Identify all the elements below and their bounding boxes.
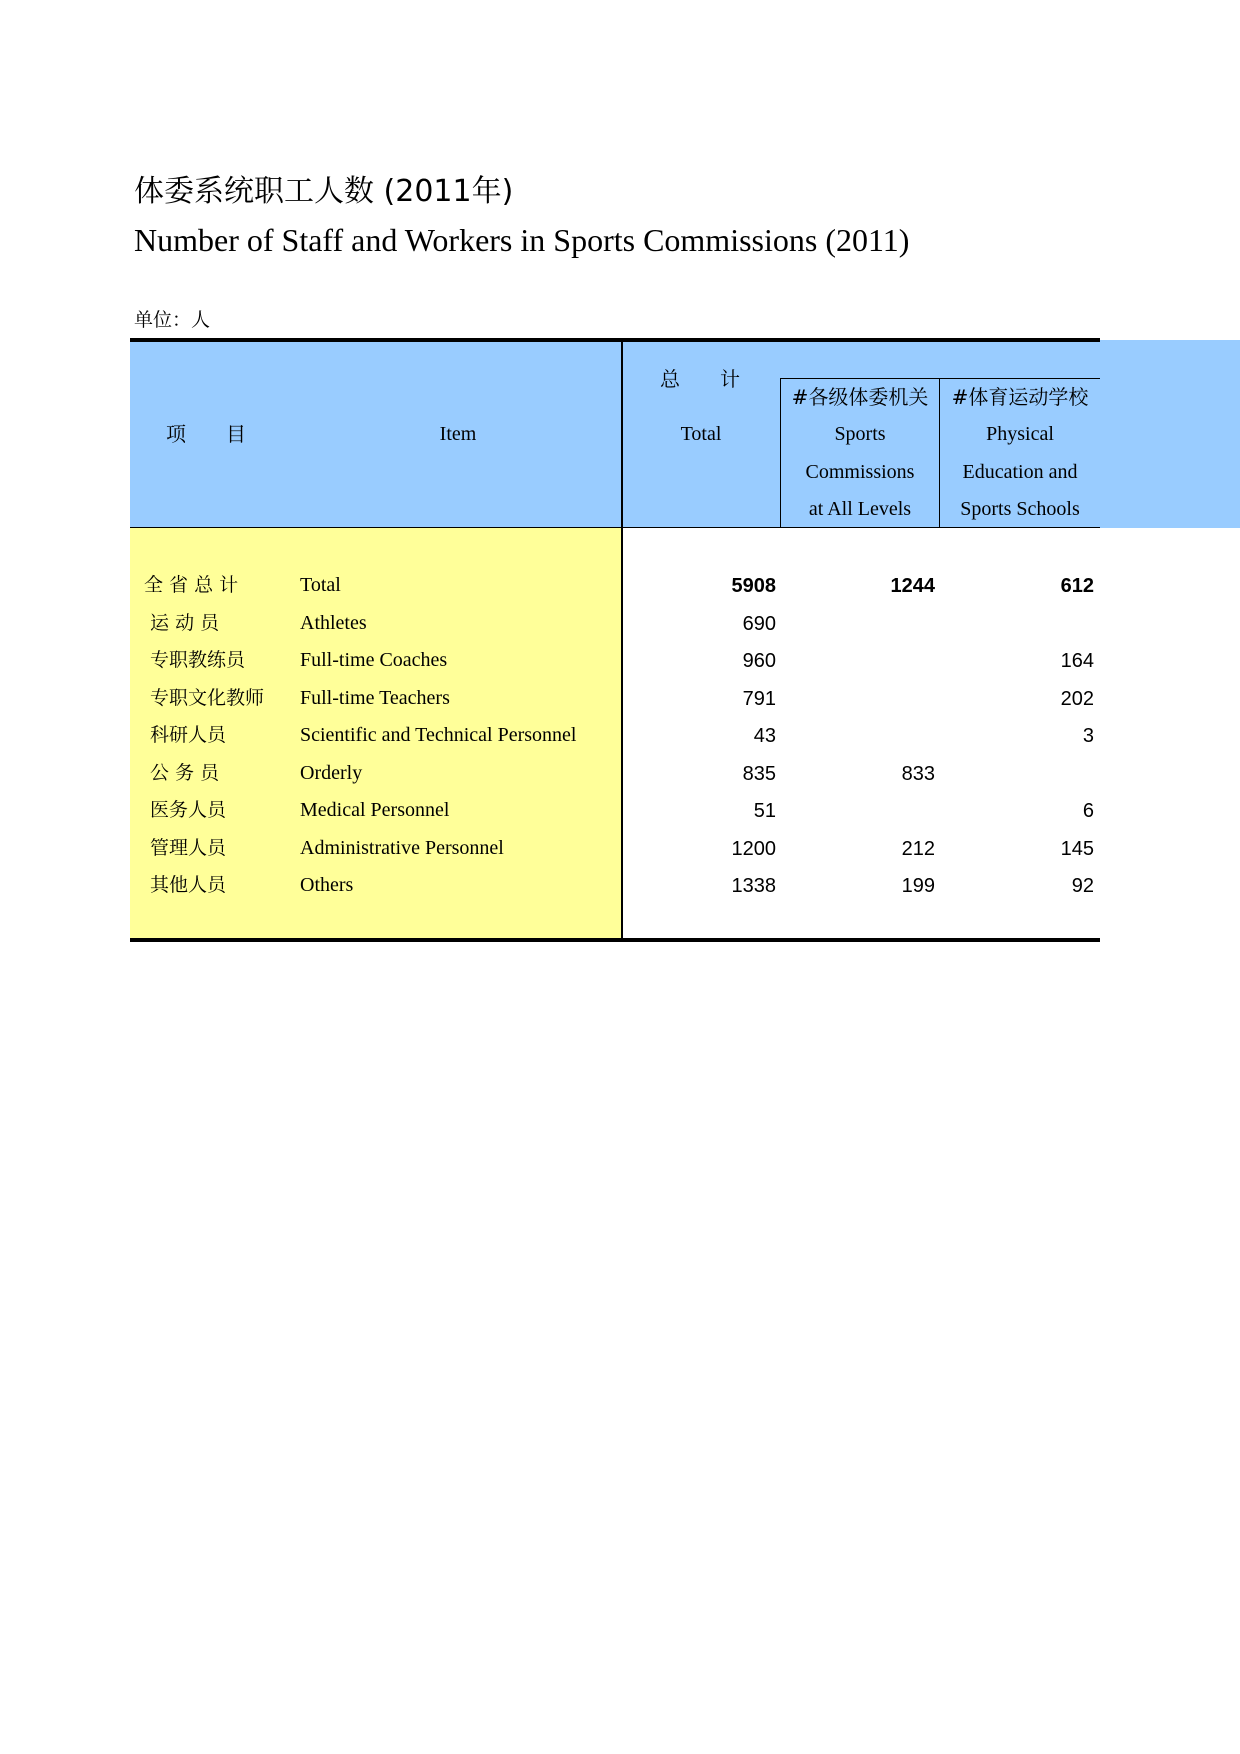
unit-label: 单位：人 bbox=[134, 309, 211, 331]
cell-commissions: 212 bbox=[901, 838, 935, 860]
cell-total: 791 bbox=[742, 688, 776, 710]
cell-commissions: 833 bbox=[901, 763, 935, 785]
header-commissions-en-1: Sports bbox=[834, 423, 886, 445]
cell-schools: 6 bbox=[1082, 800, 1094, 822]
cell-total: 835 bbox=[742, 763, 776, 785]
row-label-cn: 科研人员 bbox=[144, 724, 227, 746]
row-label-cn: 公 务 员 bbox=[144, 762, 220, 784]
subheader-rule bbox=[780, 378, 1100, 379]
header-schools-en-2: Education and bbox=[962, 461, 1078, 483]
header-total-en: Total bbox=[680, 423, 722, 445]
row-label-en: Others bbox=[300, 874, 354, 896]
row-label-en: Full-time Coaches bbox=[300, 649, 448, 671]
table-row bbox=[130, 604, 1100, 641]
cell-schools: 3 bbox=[1082, 725, 1094, 747]
table-bottom-rule bbox=[130, 938, 1100, 942]
cell-total: 43 bbox=[753, 725, 776, 747]
title-chinese: 体委系统职工人数 (2011年) bbox=[134, 174, 514, 209]
header-schools-en-1: Physical bbox=[986, 423, 1054, 445]
header-total-cn: 总 计 bbox=[660, 367, 740, 391]
header-bottom-rule bbox=[130, 527, 1100, 528]
row-label-en: Total bbox=[300, 574, 341, 596]
table-row bbox=[130, 754, 1100, 791]
cell-total: 5908 bbox=[731, 575, 776, 597]
table-row-total bbox=[130, 566, 1100, 603]
table-row bbox=[130, 866, 1100, 903]
row-label-cn: 管理人员 bbox=[144, 837, 227, 859]
table-row bbox=[130, 641, 1100, 678]
cell-schools: 145 bbox=[1060, 838, 1094, 860]
table-row bbox=[130, 679, 1100, 716]
header-commissions-cn: #各级体委机关 bbox=[791, 385, 929, 409]
cell-total: 960 bbox=[742, 650, 776, 672]
table-row bbox=[130, 716, 1100, 753]
row-label-cn: 专职文化教师 bbox=[144, 687, 265, 709]
cell-schools: 92 bbox=[1071, 875, 1094, 897]
table-row bbox=[130, 829, 1100, 866]
cell-schools: 612 bbox=[1060, 575, 1094, 597]
title-english: Number of Staff and Workers in Sports Commissions (2011) bbox=[134, 222, 910, 258]
header-commissions-en-3: at All Levels bbox=[808, 498, 912, 520]
cell-total: 1338 bbox=[731, 875, 776, 897]
row-label-en: Medical Personnel bbox=[300, 799, 450, 821]
table-row bbox=[130, 791, 1100, 828]
cell-total: 51 bbox=[753, 800, 776, 822]
header-schools-cn: #体育运动学校 bbox=[951, 385, 1089, 409]
row-label-cn: 全 省 总 计 bbox=[144, 574, 239, 596]
header-item-cn: 项 目 bbox=[166, 422, 246, 446]
cell-schools: 164 bbox=[1060, 650, 1094, 672]
header-schools-en-3: Sports Schools bbox=[960, 498, 1080, 520]
cell-total: 1200 bbox=[731, 838, 776, 860]
row-label-en: Orderly bbox=[300, 762, 363, 784]
row-label-cn: 其他人员 bbox=[144, 874, 227, 896]
row-label-en: Athletes bbox=[300, 612, 367, 634]
row-label-en: Administrative Personnel bbox=[300, 837, 504, 859]
header-overflow-background bbox=[1100, 340, 1240, 528]
row-label-cn: 运 动 员 bbox=[144, 612, 220, 634]
cell-commissions: 1244 bbox=[890, 575, 935, 597]
row-label-en: Scientific and Technical Personnel bbox=[300, 724, 577, 746]
row-label-cn: 专职教练员 bbox=[144, 649, 246, 671]
table-top-rule bbox=[130, 338, 1100, 342]
row-label-cn: 医务人员 bbox=[144, 799, 227, 821]
cell-commissions: 199 bbox=[901, 875, 935, 897]
row-label-en: Full-time Teachers bbox=[300, 687, 450, 709]
cell-schools: 202 bbox=[1060, 688, 1094, 710]
cell-total: 690 bbox=[742, 613, 776, 635]
header-commissions-en-2: Commissions bbox=[805, 461, 915, 483]
header-item-en: Item bbox=[439, 423, 477, 445]
